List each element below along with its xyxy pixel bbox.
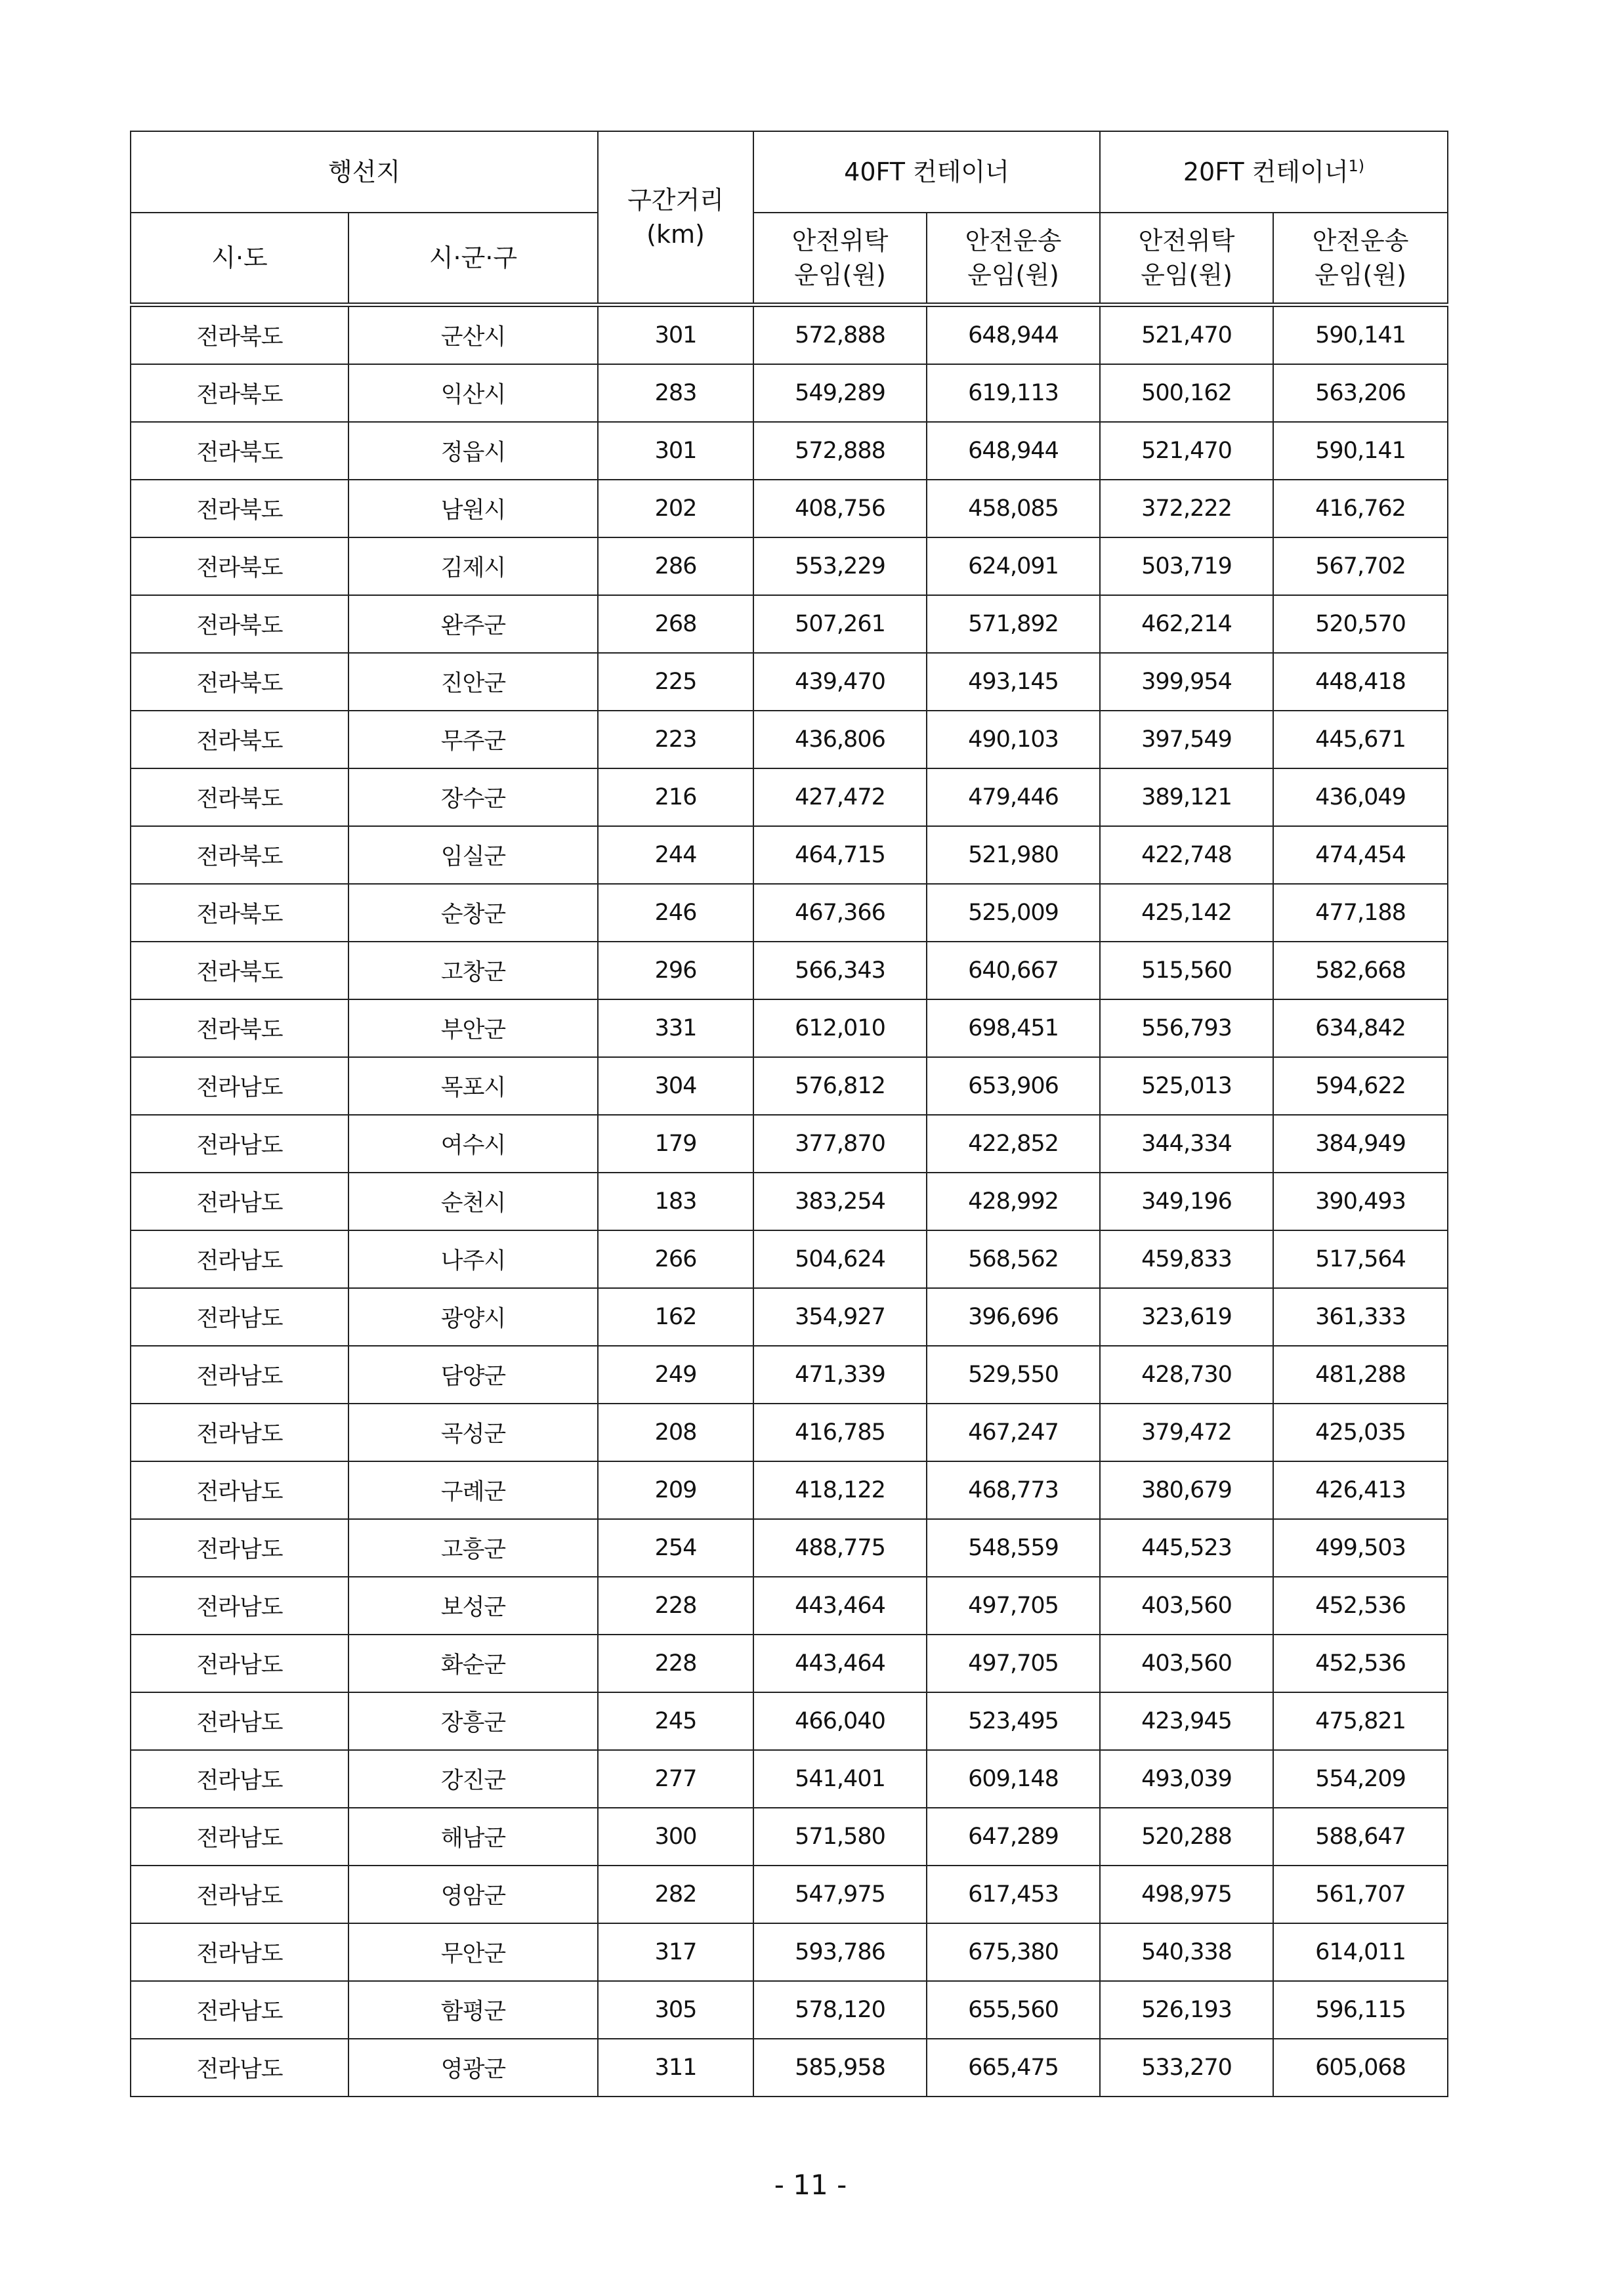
city-cell: 나주시 [348, 1230, 598, 1288]
20ft-transport-rate-cell: 590,141 [1273, 305, 1448, 365]
province-cell: 전라북도 [131, 884, 348, 942]
province-cell: 전라북도 [131, 422, 348, 480]
city-cell: 곡성군 [348, 1404, 598, 1461]
table-row [131, 1288, 1448, 1346]
province-cell: 전라북도 [131, 653, 348, 711]
20ft-transport-rate-cell: 474,454 [1273, 826, 1448, 884]
province-cell: 전라남도 [131, 1981, 348, 2039]
40ft-consignment-rate-cell: 427,472 [753, 768, 927, 826]
40ft-transport-rate-cell: 467,247 [927, 1404, 1100, 1461]
distance-header-label: 구간거리 [627, 186, 724, 215]
40ft-consignment-rate-cell: 578,120 [753, 1981, 927, 2039]
table-row [131, 1115, 1448, 1173]
20ft-consignment-rate-cell: 525,013 [1100, 1057, 1273, 1115]
city-cell: 무안군 [348, 1923, 598, 1981]
province-cell: 전라북도 [131, 364, 348, 422]
table-row [131, 653, 1448, 711]
20ft-transport-rate-cell: 517,564 [1273, 1230, 1448, 1288]
40ft-transport-rate-cell: 617,453 [927, 1866, 1100, 1923]
city-cell: 강진군 [348, 1750, 598, 1808]
city-cell: 보성군 [348, 1577, 598, 1635]
province-cell: 전라남도 [131, 1635, 348, 1692]
table-row [131, 942, 1448, 999]
table-row [131, 2039, 1448, 2097]
city-cell: 여수시 [348, 1115, 598, 1173]
20ft-consignment-rate-cell: 445,523 [1100, 1519, 1273, 1577]
province-cell: 전라남도 [131, 1866, 348, 1923]
20ft-consignment-rate-cell: 403,560 [1100, 1577, 1273, 1635]
distance-cell: 228 [598, 1635, 753, 1692]
distance-cell: 296 [598, 942, 753, 999]
table-row [131, 768, 1448, 826]
40ft-consignment-rate-cell: 549,289 [753, 364, 927, 422]
header-line: 안전위탁 [1138, 226, 1235, 255]
20ft-transport-rate-cell: 445,671 [1273, 711, 1448, 768]
city-cell: 정읍시 [348, 422, 598, 480]
40ft-consignment-rate-cell: 471,339 [753, 1346, 927, 1404]
city-cell: 고흥군 [348, 1519, 598, 1577]
province-cell: 전라남도 [131, 1750, 348, 1808]
destination-header: 행선지 [131, 131, 598, 213]
40ft-transport-rate-cell: 468,773 [927, 1461, 1100, 1519]
distance-cell: 282 [598, 1866, 753, 1923]
20ft-consignment-rate-cell: 503,719 [1100, 537, 1273, 595]
province-cell: 전라북도 [131, 480, 348, 537]
20ft-transport-rate-cell: 614,011 [1273, 1923, 1448, 1981]
province-cell: 전라남도 [131, 1404, 348, 1461]
distance-cell: 245 [598, 1692, 753, 1750]
table-row [131, 1866, 1448, 1923]
distance-cell: 183 [598, 1173, 753, 1230]
40ft-consignment-rate-cell: 408,756 [753, 480, 927, 537]
20ft-transport-rate-cell: 361,333 [1273, 1288, 1448, 1346]
distance-header [598, 131, 753, 305]
20ft-transport-rate-cell: 452,536 [1273, 1577, 1448, 1635]
20ft-consignment-rate-cell: 493,039 [1100, 1750, 1273, 1808]
container-40ft-header: 40FT 컨테이너 [753, 131, 1100, 213]
distance-cell: 317 [598, 1923, 753, 1981]
20ft-transport-rate-cell: 436,049 [1273, 768, 1448, 826]
table-row [131, 1230, 1448, 1288]
province-cell: 전라남도 [131, 1461, 348, 1519]
20ft-transport-rate-cell: 425,035 [1273, 1404, 1448, 1461]
table-row [131, 1057, 1448, 1115]
distance-cell: 301 [598, 422, 753, 480]
header-line: 운임(원) [1141, 261, 1232, 289]
distance-cell: 246 [598, 884, 753, 942]
table-row [131, 480, 1448, 537]
table-row [131, 1750, 1448, 1808]
table-body [131, 305, 1448, 2097]
40ft-consignment-rate-cell: 541,401 [753, 1750, 927, 1808]
distance-cell: 244 [598, 826, 753, 884]
city-header: 시·군·구 [348, 213, 598, 305]
header-row-top [131, 131, 1448, 213]
table-row [131, 305, 1448, 365]
20ft-consignment-rate-cell: 515,560 [1100, 942, 1273, 999]
40ft-transport-rate-cell: 698,451 [927, 999, 1100, 1057]
40ft-transport-rate-cell: 655,560 [927, 1981, 1100, 2039]
20ft-safety-transport-rate-header [1273, 213, 1448, 305]
40ft-transport-rate-cell: 624,091 [927, 537, 1100, 595]
20ft-consignment-rate-cell: 403,560 [1100, 1635, 1273, 1692]
40ft-transport-rate-cell: 521,980 [927, 826, 1100, 884]
container-20ft-label: 20FT 컨테이너 [1183, 157, 1349, 186]
20ft-consignment-rate-cell: 379,472 [1100, 1404, 1273, 1461]
city-cell: 김제시 [348, 537, 598, 595]
header-line: 안전운송 [1312, 226, 1409, 255]
table-header [131, 131, 1448, 305]
40ft-consignment-rate-cell: 443,464 [753, 1577, 927, 1635]
40ft-transport-rate-cell: 493,145 [927, 653, 1100, 711]
footnote-marker: 1) [1348, 157, 1365, 175]
20ft-consignment-rate-cell: 399,954 [1100, 653, 1273, 711]
40ft-consignment-rate-cell: 504,624 [753, 1230, 927, 1288]
20ft-consignment-rate-cell: 380,679 [1100, 1461, 1273, 1519]
table-row [131, 1519, 1448, 1577]
20ft-transport-rate-cell: 390,493 [1273, 1173, 1448, 1230]
city-cell: 순천시 [348, 1173, 598, 1230]
province-cell: 전라남도 [131, 1577, 348, 1635]
province-cell: 전라북도 [131, 595, 348, 653]
40ft-transport-rate-cell: 665,475 [927, 2039, 1100, 2097]
20ft-transport-rate-cell: 452,536 [1273, 1635, 1448, 1692]
city-cell: 고창군 [348, 942, 598, 999]
20ft-transport-rate-cell: 481,288 [1273, 1346, 1448, 1404]
distance-cell: 277 [598, 1750, 753, 1808]
province-cell: 전라남도 [131, 1519, 348, 1577]
40ft-transport-rate-cell: 529,550 [927, 1346, 1100, 1404]
40ft-consignment-rate-cell: 547,975 [753, 1866, 927, 1923]
40ft-consignment-rate-cell: 572,888 [753, 422, 927, 480]
city-cell: 광양시 [348, 1288, 598, 1346]
city-cell: 장수군 [348, 768, 598, 826]
header-line: 운임(원) [1315, 261, 1406, 289]
20ft-consignment-rate-cell: 521,470 [1100, 305, 1273, 365]
40ft-transport-rate-cell: 571,892 [927, 595, 1100, 653]
20ft-transport-rate-cell: 475,821 [1273, 1692, 1448, 1750]
20ft-transport-rate-cell: 634,842 [1273, 999, 1448, 1057]
20ft-consignment-rate-cell: 422,748 [1100, 826, 1273, 884]
40ft-consignment-rate-cell: 612,010 [753, 999, 927, 1057]
province-header: 시·도 [131, 213, 348, 305]
city-cell: 진안군 [348, 653, 598, 711]
40ft-consignment-rate-cell: 553,229 [753, 537, 927, 595]
table-row [131, 1692, 1448, 1750]
40ft-transport-rate-cell: 568,562 [927, 1230, 1100, 1288]
20ft-consignment-rate-cell: 389,121 [1100, 768, 1273, 826]
20ft-consignment-rate-cell: 423,945 [1100, 1692, 1273, 1750]
distance-cell: 305 [598, 1981, 753, 2039]
20ft-transport-rate-cell: 384,949 [1273, 1115, 1448, 1173]
20ft-consignment-rate-cell: 397,549 [1100, 711, 1273, 768]
20ft-transport-rate-cell: 563,206 [1273, 364, 1448, 422]
40ft-consignment-rate-cell: 576,812 [753, 1057, 927, 1115]
40ft-consignment-rate-cell: 571,580 [753, 1808, 927, 1866]
distance-cell: 223 [598, 711, 753, 768]
20ft-transport-rate-cell: 561,707 [1273, 1866, 1448, 1923]
distance-cell: 283 [598, 364, 753, 422]
province-cell: 전라남도 [131, 1808, 348, 1866]
20ft-transport-rate-cell: 588,647 [1273, 1808, 1448, 1866]
table-row [131, 1173, 1448, 1230]
freight-rate-table [130, 131, 1448, 2097]
province-cell: 전라북도 [131, 999, 348, 1057]
40ft-transport-rate-cell: 422,852 [927, 1115, 1100, 1173]
city-cell: 군산시 [348, 305, 598, 365]
20ft-consignment-rate-cell: 533,270 [1100, 2039, 1273, 2097]
40ft-consignment-rate-cell: 488,775 [753, 1519, 927, 1577]
province-cell: 전라남도 [131, 1057, 348, 1115]
20ft-transport-rate-cell: 594,622 [1273, 1057, 1448, 1115]
40ft-consignment-rate-cell: 436,806 [753, 711, 927, 768]
20ft-transport-rate-cell: 582,668 [1273, 942, 1448, 999]
province-cell: 전라북도 [131, 768, 348, 826]
20ft-consignment-rate-cell: 344,334 [1100, 1115, 1273, 1173]
20ft-consignment-rate-cell: 323,619 [1100, 1288, 1273, 1346]
city-cell: 완주군 [348, 595, 598, 653]
20ft-consignment-rate-cell: 521,470 [1100, 422, 1273, 480]
40ft-consignment-rate-cell: 593,786 [753, 1923, 927, 1981]
40ft-transport-rate-cell: 609,148 [927, 1750, 1100, 1808]
city-cell: 익산시 [348, 364, 598, 422]
40ft-consignment-rate-cell: 566,343 [753, 942, 927, 999]
20ft-transport-rate-cell: 426,413 [1273, 1461, 1448, 1519]
table-row [131, 364, 1448, 422]
20ft-consignment-rate-cell: 540,338 [1100, 1923, 1273, 1981]
20ft-consignment-rate-cell: 520,288 [1100, 1808, 1273, 1866]
20ft-transport-rate-cell: 567,702 [1273, 537, 1448, 595]
city-cell: 구례군 [348, 1461, 598, 1519]
distance-cell: 162 [598, 1288, 753, 1346]
40ft-transport-rate-cell: 428,992 [927, 1173, 1100, 1230]
40ft-safety-transport-rate-header [927, 213, 1100, 305]
20ft-consignment-rate-cell: 372,222 [1100, 480, 1273, 537]
20ft-consignment-rate-cell: 349,196 [1100, 1173, 1273, 1230]
40ft-transport-rate-cell: 619,113 [927, 364, 1100, 422]
20ft-transport-rate-cell: 554,209 [1273, 1750, 1448, 1808]
20ft-consignment-rate-cell: 428,730 [1100, 1346, 1273, 1404]
city-cell: 임실군 [348, 826, 598, 884]
40ft-transport-rate-cell: 548,559 [927, 1519, 1100, 1577]
20ft-consignment-rate-cell: 462,214 [1100, 595, 1273, 653]
20ft-transport-rate-cell: 448,418 [1273, 653, 1448, 711]
distance-cell: 301 [598, 305, 753, 365]
province-cell: 전라북도 [131, 826, 348, 884]
20ft-consignment-rate-cell: 498,975 [1100, 1866, 1273, 1923]
distance-cell: 311 [598, 2039, 753, 2097]
table-row [131, 1461, 1448, 1519]
table-row [131, 1404, 1448, 1461]
table-row [131, 884, 1448, 942]
20ft-transport-rate-cell: 520,570 [1273, 595, 1448, 653]
header-line: 안전운송 [965, 226, 1062, 255]
40ft-transport-rate-cell: 458,085 [927, 480, 1100, 537]
distance-cell: 249 [598, 1346, 753, 1404]
40ft-transport-rate-cell: 648,944 [927, 305, 1100, 365]
province-cell: 전라남도 [131, 1115, 348, 1173]
province-cell: 전라남도 [131, 1288, 348, 1346]
40ft-consignment-rate-cell: 464,715 [753, 826, 927, 884]
40ft-transport-rate-cell: 647,289 [927, 1808, 1100, 1866]
province-cell: 전라남도 [131, 1230, 348, 1288]
40ft-transport-rate-cell: 675,380 [927, 1923, 1100, 1981]
40ft-consignment-rate-cell: 585,958 [753, 2039, 927, 2097]
20ft-transport-rate-cell: 590,141 [1273, 422, 1448, 480]
city-cell: 순창군 [348, 884, 598, 942]
city-cell: 부안군 [348, 999, 598, 1057]
province-cell: 전라북도 [131, 537, 348, 595]
40ft-consignment-rate-cell: 377,870 [753, 1115, 927, 1173]
distance-cell: 304 [598, 1057, 753, 1115]
city-cell: 영암군 [348, 1866, 598, 1923]
40ft-consignment-rate-cell: 507,261 [753, 595, 927, 653]
40ft-consignment-rate-cell: 467,366 [753, 884, 927, 942]
table-row [131, 595, 1448, 653]
40ft-transport-rate-cell: 653,906 [927, 1057, 1100, 1115]
header-line: 안전위탁 [791, 226, 889, 255]
distance-cell: 202 [598, 480, 753, 537]
20ft-safety-consignment-rate-header [1100, 213, 1273, 305]
distance-cell: 286 [598, 537, 753, 595]
city-cell: 해남군 [348, 1808, 598, 1866]
header-line: 운임(원) [967, 261, 1059, 289]
city-cell: 무주군 [348, 711, 598, 768]
city-cell: 목포시 [348, 1057, 598, 1115]
city-cell: 장흥군 [348, 1692, 598, 1750]
40ft-transport-rate-cell: 525,009 [927, 884, 1100, 942]
40ft-consignment-rate-cell: 418,122 [753, 1461, 927, 1519]
table-row [131, 1981, 1448, 2039]
distance-cell: 331 [598, 999, 753, 1057]
province-cell: 전라남도 [131, 1923, 348, 1981]
40ft-consignment-rate-cell: 466,040 [753, 1692, 927, 1750]
table-row [131, 711, 1448, 768]
distance-header-unit: (km) [646, 220, 705, 249]
table-row [131, 999, 1448, 1057]
table-row [131, 1346, 1448, 1404]
city-cell: 담양군 [348, 1346, 598, 1404]
distance-cell: 228 [598, 1577, 753, 1635]
40ft-consignment-rate-cell: 354,927 [753, 1288, 927, 1346]
city-cell: 남원시 [348, 480, 598, 537]
header-row-bottom [131, 213, 1448, 305]
distance-cell: 208 [598, 1404, 753, 1461]
20ft-transport-rate-cell: 596,115 [1273, 1981, 1448, 2039]
20ft-consignment-rate-cell: 425,142 [1100, 884, 1273, 942]
40ft-consignment-rate-cell: 572,888 [753, 305, 927, 365]
city-cell: 화순군 [348, 1635, 598, 1692]
province-cell: 전라남도 [131, 1346, 348, 1404]
distance-cell: 216 [598, 768, 753, 826]
province-cell: 전라남도 [131, 1692, 348, 1750]
distance-cell: 209 [598, 1461, 753, 1519]
table-row [131, 537, 1448, 595]
20ft-consignment-rate-cell: 526,193 [1100, 1981, 1273, 2039]
table-row [131, 826, 1448, 884]
city-cell: 영광군 [348, 2039, 598, 2097]
40ft-transport-rate-cell: 490,103 [927, 711, 1100, 768]
table-row [131, 422, 1448, 480]
table-row [131, 1635, 1448, 1692]
table-row [131, 1923, 1448, 1981]
20ft-transport-rate-cell: 499,503 [1273, 1519, 1448, 1577]
20ft-transport-rate-cell: 605,068 [1273, 2039, 1448, 2097]
table-row [131, 1577, 1448, 1635]
20ft-transport-rate-cell: 477,188 [1273, 884, 1448, 942]
distance-cell: 225 [598, 653, 753, 711]
distance-cell: 300 [598, 1808, 753, 1866]
40ft-transport-rate-cell: 497,705 [927, 1577, 1100, 1635]
province-cell: 전라북도 [131, 711, 348, 768]
distance-cell: 254 [598, 1519, 753, 1577]
distance-cell: 179 [598, 1115, 753, 1173]
page-number: - 11 - [774, 2169, 847, 2201]
40ft-transport-rate-cell: 497,705 [927, 1635, 1100, 1692]
40ft-consignment-rate-cell: 416,785 [753, 1404, 927, 1461]
40ft-safety-consignment-rate-header [753, 213, 927, 305]
40ft-consignment-rate-cell: 439,470 [753, 653, 927, 711]
province-cell: 전라북도 [131, 305, 348, 365]
40ft-consignment-rate-cell: 443,464 [753, 1635, 927, 1692]
20ft-consignment-rate-cell: 459,833 [1100, 1230, 1273, 1288]
20ft-transport-rate-cell: 416,762 [1273, 480, 1448, 537]
table-row [131, 1808, 1448, 1866]
40ft-transport-rate-cell: 479,446 [927, 768, 1100, 826]
20ft-consignment-rate-cell: 556,793 [1100, 999, 1273, 1057]
40ft-transport-rate-cell: 640,667 [927, 942, 1100, 999]
container-20ft-header [1100, 131, 1448, 213]
distance-cell: 266 [598, 1230, 753, 1288]
40ft-transport-rate-cell: 396,696 [927, 1288, 1100, 1346]
province-cell: 전라남도 [131, 1173, 348, 1230]
40ft-transport-rate-cell: 648,944 [927, 422, 1100, 480]
40ft-consignment-rate-cell: 383,254 [753, 1173, 927, 1230]
40ft-transport-rate-cell: 523,495 [927, 1692, 1100, 1750]
province-cell: 전라북도 [131, 942, 348, 999]
distance-cell: 268 [598, 595, 753, 653]
header-line: 운임(원) [794, 261, 886, 289]
20ft-consignment-rate-cell: 500,162 [1100, 364, 1273, 422]
city-cell: 함평군 [348, 1981, 598, 2039]
province-cell: 전라남도 [131, 2039, 348, 2097]
